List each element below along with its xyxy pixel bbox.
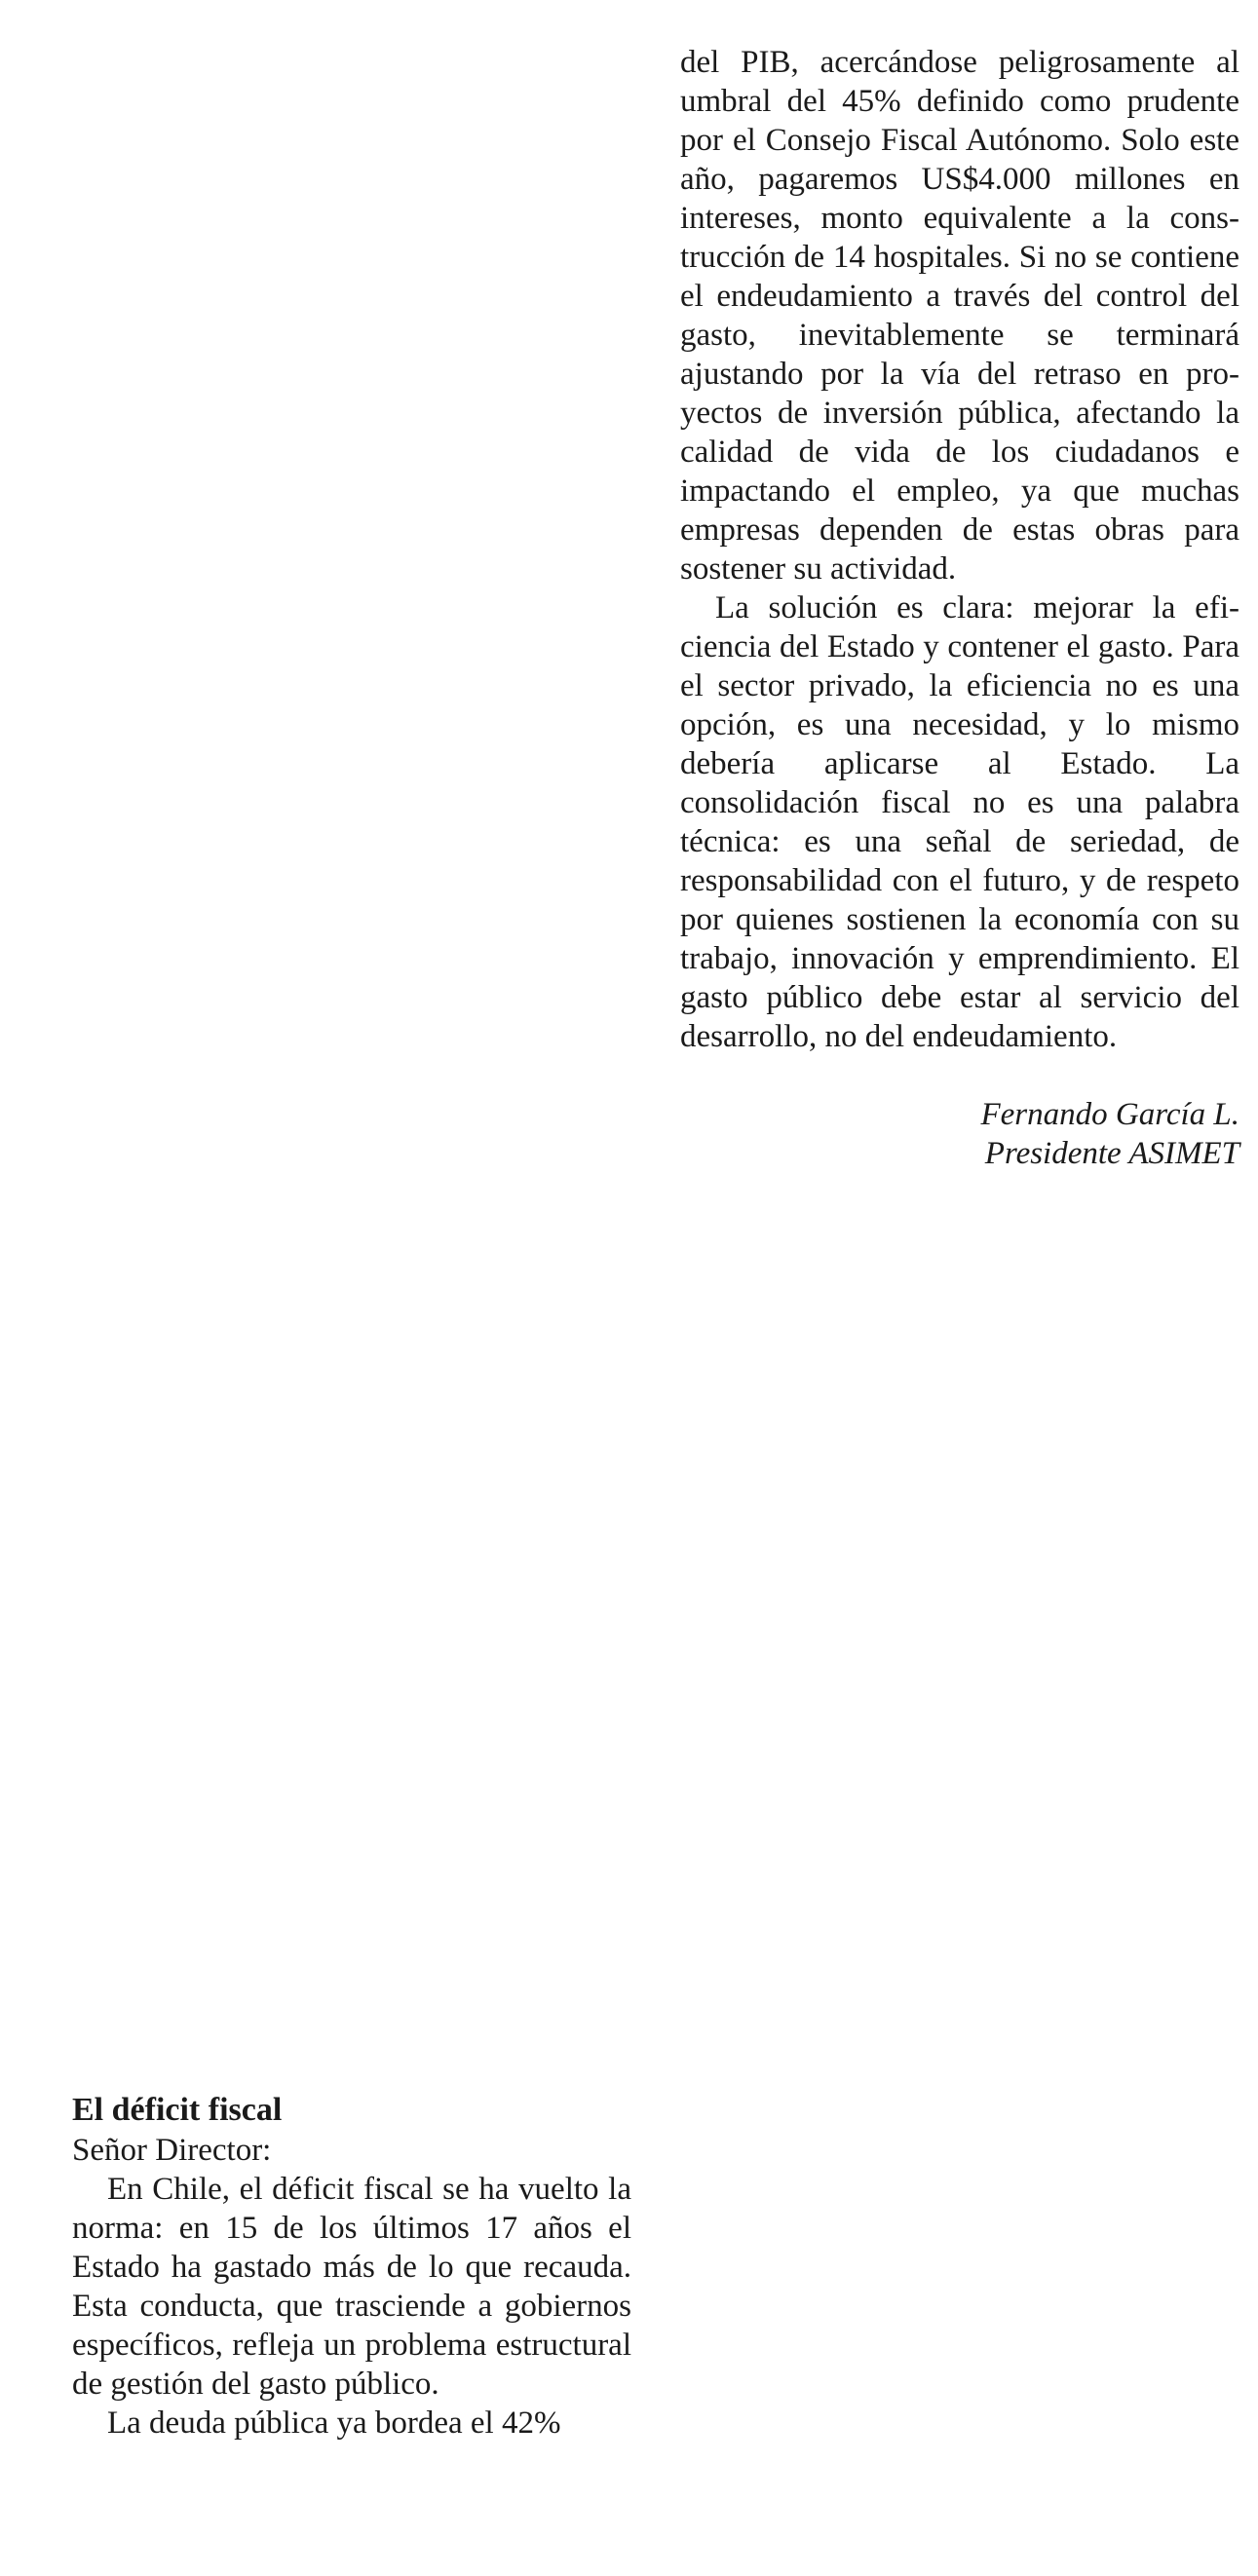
letter-paragraph-debt: La deuda pública ya bordea el 42% [107,2406,561,2441]
signature-title: Presidente ASIMET [984,1136,1239,1171]
letter-salutation: Señor Director: [72,2133,272,2168]
letter-left-column [72,2090,631,2443]
letter-right-column [680,43,1239,1173]
letter-signature [680,1095,1239,1173]
letter-headline: El déficit fiscal [72,2092,283,2128]
letter-continuation-paragraph: del PIB, acercándose peligrosamente al umbral del 45% definido como prudente por el Consejo Fiscal Autónomo. Solo este año, pagaremos US$4.000 millones en intereses, monto equivalente a la construcción de 14 hospitales. Si no se contiene el endeudamiento a través del control del gasto, inevitablemente se terminará ajustando por la vía del retraso en proyectos de inversión pública, afectando la calidad de vida de los ciudadanos e impactando el empleo, ya que muchas empresas dependen de estas obras para sostener su actividad. [680,45,1239,587]
letter-paragraph-intro: En Chile, el déficit fiscal se ha vuelto la norma: en 15 de los últimos 17 años el Estado ha gastado más de lo que recauda. Esta conducta, que trasciende a gobiernos específicos, refleja un problema estructural de gestión del gasto público. [72,2172,631,2402]
letter-paragraph-solution: La solución es clara: mejorar la eficiencia del Estado y contener el gasto. Para el sector privado, la eficiencia no es una opción, es una necesidad, y lo mismo debería aplicarse al Estado. La consolidación fiscal no es una palabra técnica: es una señal de seriedad, de responsabilidad con el futuro, y de respeto por quienes sostienen la economía con su trabajo, innovación y emprendimiento. El gasto público debe estar al servicio del desarrollo, no del endeudamiento. [680,590,1239,1054]
signature-name: Fernando García L. [980,1097,1239,1132]
